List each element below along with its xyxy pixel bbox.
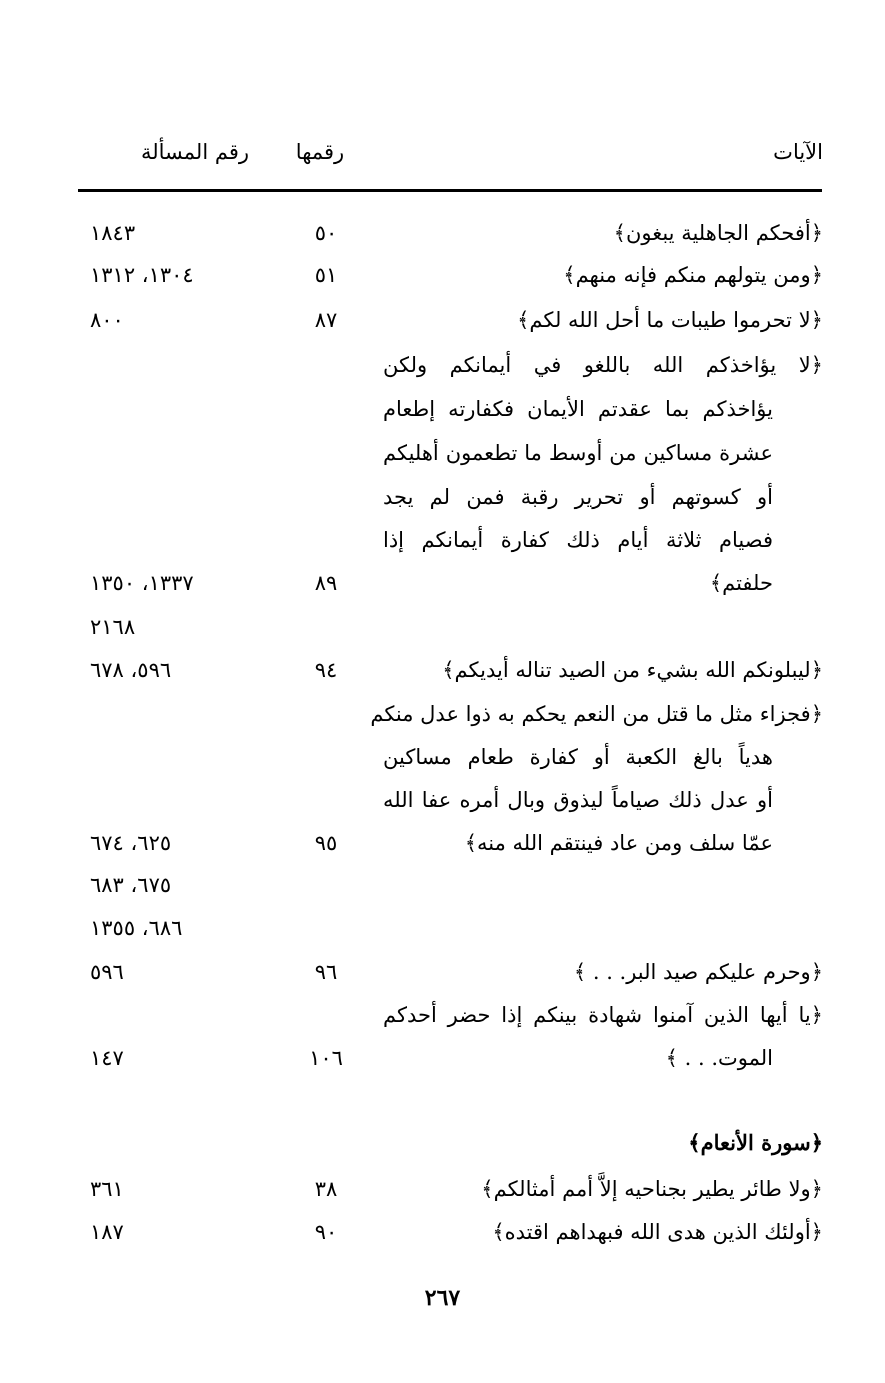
verse-text: ﴿لا يؤاخذكم الله باللغو في أيمانكم ولكن bbox=[383, 353, 823, 377]
verse-number: ٩٤ bbox=[314, 658, 338, 682]
verse-text: ﴿لا تحرموا طيبات ما أحل الله لكم﴾ bbox=[517, 308, 823, 332]
verse-number: ٩٥ bbox=[314, 831, 338, 855]
column-header-issue: رقم المسألة bbox=[141, 140, 249, 164]
verse-text: فصيام ثلاثة أيام ذلك كفارة أيمانكم إذا bbox=[383, 528, 773, 552]
verse-text: أو كسوتهم أو تحرير رقبة فمن لم يجد bbox=[383, 485, 773, 509]
verse-text: يؤاخذكم بما عقدتم الأيمان فكفارته إطعام bbox=[383, 397, 773, 421]
verse-text: ﴿يا أيها الذين آمنوا شهادة بينكم إذا حضر أحدكم bbox=[383, 1003, 823, 1027]
verse-text: ﴿فجزاء مثل ما قتل من النعم يحكم به ذوا عدل منكم bbox=[370, 702, 823, 726]
issue-numbers: ٣٦١ bbox=[90, 1177, 124, 1201]
verse-text: ﴿ومن يتولهم منكم فإنه منهم﴾ bbox=[563, 263, 823, 287]
issue-numbers: ٦٢٥، ٦٧٤ bbox=[90, 831, 172, 855]
verse-text: ﴿أولئك الذين هدى الله فبهداهم اقتده﴾ bbox=[492, 1220, 823, 1244]
verse-number: ٣٨ bbox=[314, 1177, 338, 1201]
verse-number: ٨٧ bbox=[314, 308, 338, 332]
verse-text: حلفتم﴾ bbox=[709, 571, 773, 595]
issue-numbers: ١٤٧ bbox=[90, 1046, 124, 1070]
verse-text: عشرة مساكين من أوسط ما تطعمون أهليكم bbox=[383, 441, 773, 465]
verse-text: عمّا سلف ومن عاد فينتقم الله منه﴾ bbox=[464, 831, 773, 855]
verse-text: ﴿أفحكم الجاهلية يبغون﴾ bbox=[613, 221, 823, 245]
issue-numbers: ١٨٤٣ bbox=[90, 221, 136, 245]
verse-number: ٩٦ bbox=[314, 960, 338, 984]
verse-number: ٥١ bbox=[314, 263, 338, 287]
verse-number: ٥٠ bbox=[314, 221, 338, 245]
issue-numbers: ٥٩٦ bbox=[90, 960, 124, 984]
column-header-number: رقمها bbox=[295, 140, 345, 164]
issue-numbers: ٥٩٦، ٦٧٨ bbox=[90, 658, 172, 682]
verse-text: ﴿وحرم عليكم صيد البر. . . ﴾ bbox=[573, 960, 823, 984]
issue-numbers: ٨٠٠ bbox=[90, 308, 124, 332]
verse-number: ٩٠ bbox=[314, 1220, 338, 1244]
verse-number: ١٠٦ bbox=[309, 1046, 343, 1070]
issue-numbers: ١٣٠٤، ١٣١٢ bbox=[90, 263, 194, 287]
verse-text: الموت. . . ﴾ bbox=[665, 1046, 773, 1070]
issue-numbers: ١٣٣٧، ١٣٥٠ bbox=[90, 571, 194, 595]
verse-text: ﴿ليبلونكم الله بشيء من الصيد تناله أيديكم﴾ bbox=[442, 658, 823, 682]
verse-number: ٨٩ bbox=[314, 571, 338, 595]
verse-text: ﴿ولا طائر يطير بجناحيه إلاَّ أمم أمثالكم﴾ bbox=[481, 1177, 823, 1201]
sura-heading: ﴿سورة الأنعام﴾ bbox=[688, 1130, 823, 1155]
header-rule bbox=[78, 189, 822, 192]
verse-text: هدياً بالغ الكعبة أو كفارة طعام مساكين bbox=[383, 745, 773, 769]
issue-numbers: ٦٧٥، ٦٨٣ bbox=[90, 873, 172, 897]
issue-numbers: ٦٨٦، ١٣٥٥ bbox=[90, 916, 183, 940]
issue-numbers: ٢١٦٨ bbox=[90, 615, 136, 639]
verse-text: أو عدل ذلك صياماً ليذوق وبال أمره عفا الله bbox=[383, 788, 773, 812]
column-header-verses: الآيات bbox=[773, 140, 823, 164]
page-number: ٢٦٧ bbox=[424, 1285, 461, 1311]
issue-numbers: ١٨٧ bbox=[90, 1220, 124, 1244]
